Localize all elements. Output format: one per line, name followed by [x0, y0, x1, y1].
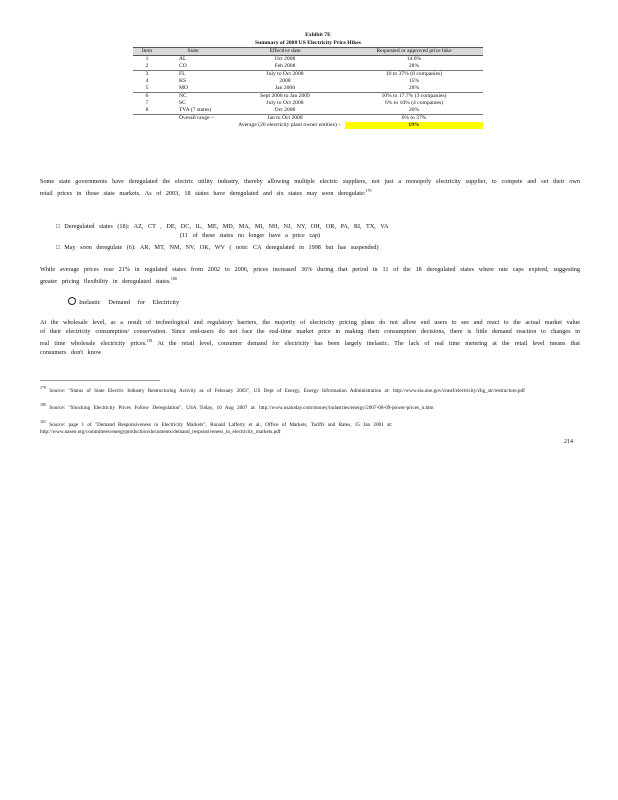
paragraph-text: While average prices rose 21% in regulated states from 2002 to 2006, prices increased 36% during that period in 11 of the 18 deregulated states where rate caps expired, suggesting greater pricing flexibility in deregulated states. — [40, 266, 580, 285]
cell-item: 2 — [145, 63, 149, 69]
bullet-may-deregulate — [56, 243, 556, 252]
cell-item: 4 — [145, 78, 149, 84]
footnote-ref: 179 — [365, 188, 372, 193]
table-row — [133, 100, 483, 107]
footnote-text: Source: "Status of State Electric Industry Restructuring Activity as of February 2003", US Dept of Energy, Energy Information Administration at: http://www.eia.doe.gov/cneaf/electricity/chg_str/restructure.pdf — [49, 388, 525, 394]
cell-hike: 14.6% — [406, 56, 422, 62]
cell-item: 7 — [145, 100, 149, 106]
cell-hike: 15% — [408, 78, 420, 84]
table-row — [133, 107, 483, 115]
table-row — [133, 85, 483, 93]
bullet-marker: □ — [56, 244, 65, 251]
cell-hike: 10 to 37% (8 companies) — [345, 71, 483, 79]
header-price-hike: Requested or approved price hike — [345, 48, 483, 56]
average-row — [133, 122, 483, 129]
footnote-number: 179 — [40, 385, 46, 390]
paragraph-price-increase — [40, 265, 580, 286]
footnote-ref: 181 — [146, 338, 153, 343]
exhibit-subtitle: Summary of 2008 US Electricity Price Hikes — [255, 40, 361, 46]
footnote-text: Source: page 1 of "Demand Responsiveness in Electricity Markets", Ronald Lafferty et al., Office of Markets, Tariffs and Rates, 15 Jan 2001 at: http://www.naseo.org/committees/energyproduction/documents/demand_responsiveness_in_electricity_markets.pdf — [40, 422, 393, 435]
cell-state: NC — [161, 93, 225, 101]
bullet-text: May soon deregulate (6): AR, MT, NM, NV, OK, WV ( note: CA deregulated in 1998 but has suspended) — [64, 244, 379, 251]
exhibit-title: Exhibit 7E — [305, 32, 331, 38]
overall-range-row — [133, 115, 483, 123]
table-row — [133, 71, 483, 79]
header-effective-date: Effective date — [225, 48, 345, 56]
cell-item: 5 — [145, 85, 149, 91]
table-row — [133, 93, 483, 101]
cell-hike: 28% — [408, 63, 420, 69]
cell-item: 1 — [145, 56, 149, 62]
page-number: 214 — [564, 439, 573, 445]
table-row — [133, 78, 483, 85]
footnote — [40, 418, 580, 436]
price-hike-table — [133, 47, 483, 129]
cell-state: AL — [179, 56, 187, 62]
header-item: Item — [133, 48, 161, 56]
footnote-ref: 180 — [170, 276, 177, 281]
table-row — [133, 63, 483, 71]
cell-date: July to Oct 2008 — [266, 100, 304, 106]
cell-date: Feb 2008 — [274, 63, 296, 69]
average-label: Average (20 electricity plant owner entities) – — [238, 122, 341, 128]
average-value: 19% — [345, 122, 483, 129]
footnote-text: Source: "Shocking Electricity Prices Follow Deregulation", USA Today, 10 Aug 2007 at: http://www.usatoday.com/money/industries/energy/2007-08-09-power-prices_n.htm — [49, 405, 434, 411]
overall-range-value: 6% to 37% — [345, 115, 483, 123]
overall-range-date: Jan to Oct 2008 — [225, 115, 345, 123]
cell-item: 3 — [133, 71, 161, 79]
paragraph-text: At the wholesale level, as a result of technological and regulatory barriers, the majority of electricity pricing plans do not allow end users to see and react to the actual market value of their electricity consumption/ conservation. Since end-users do not face the real-time market price in making their consumption decisions, there is little demand reaction to changes in real time wholesale electricity prices. — [40, 319, 580, 347]
exhibit-title-block — [133, 31, 483, 47]
heading-text: Inelastic Demand for Electricity — [79, 299, 180, 306]
exhibit-table-block — [133, 31, 483, 129]
cell-state: FL — [161, 71, 225, 79]
cell-hike: 28% — [408, 85, 420, 91]
cell-state: CO — [179, 63, 187, 69]
paragraph-deregulation — [40, 177, 580, 198]
footnote — [40, 384, 580, 395]
bullet-continuation: (11 of these states no longer have a price cap) — [180, 232, 320, 239]
cell-state: MO — [179, 85, 189, 91]
cell-hike: 10% to 17.7% (3 companies) — [345, 93, 483, 101]
cell-date: 2008 — [279, 78, 291, 84]
cell-date: Oct 2008 — [274, 56, 296, 62]
bullet-marker: □ — [56, 223, 65, 230]
cell-item: 6 — [133, 93, 161, 101]
footnote — [40, 401, 580, 412]
cell-date: Oct 2008 — [274, 107, 296, 113]
cell-hike: 6% to 10% (4 companies) — [384, 100, 444, 106]
paragraph-text-tail: At the retail level, consumer demand for electricity has been largely inelastic. The lack of real time metering at the retail level means that consumers don't know — [40, 340, 580, 356]
cell-date: July to Oct 2008 — [225, 71, 345, 79]
footnote-number: 180 — [40, 402, 46, 407]
cell-state: TVA (7 states) — [179, 107, 212, 113]
cell-state: KS — [179, 78, 187, 84]
paragraph-text: Some state governments have deregulated the electric utility industry, thereby allowing multiple electric suppliers, not just a monopoly electricity supplier, to compete and set their own retail prices in those state markets. As of 2003, 18 states have deregulated and six states may soon deregulate: — [40, 178, 580, 197]
paragraph-inelastic-demand — [40, 318, 580, 357]
footnote-number: 181 — [40, 419, 46, 424]
circle-bullet-icon — [68, 297, 76, 305]
overall-range-label: Overall range – — [161, 115, 225, 123]
cell-state: SC — [179, 100, 186, 106]
section-heading — [68, 297, 179, 306]
table-row — [133, 56, 483, 64]
cell-date: Jan 2008 — [274, 85, 296, 91]
cell-hike: 20% — [408, 107, 420, 113]
bullet-deregulated-states — [56, 222, 556, 240]
bullet-text: Deregulated states (18): AZ, CT , DE, DC, IL, ME, MD, MA, MI, NH, NJ, NY, OH, OR, PA, RI, TX, VA — [64, 223, 389, 230]
footnote-divider — [40, 380, 160, 381]
cell-date: Sept 2008 to Jan 2009 — [225, 93, 345, 101]
header-state: State — [161, 48, 225, 56]
cell-item: 8 — [145, 107, 149, 113]
table-header-row — [133, 48, 483, 56]
